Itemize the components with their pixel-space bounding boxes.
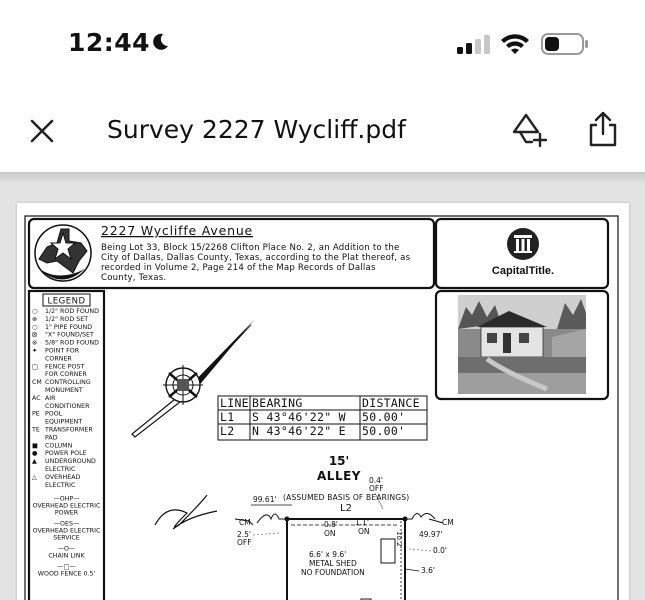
- svg-text:OFF: OFF: [369, 484, 384, 493]
- legend-symbol: ○: [32, 323, 38, 331]
- legend-symbol: □: [32, 363, 38, 371]
- legend-items: [31, 308, 101, 578]
- moon-icon: [150, 32, 170, 52]
- legend-line-label: OVERHEAD ELECTRIC: [32, 502, 101, 510]
- legend-symbol: △: [32, 473, 37, 481]
- svg-text:49.97': 49.97': [419, 530, 443, 539]
- svg-text:METAL SHED: METAL SHED: [309, 559, 357, 568]
- legend-line-code: —OES—: [53, 520, 80, 528]
- survey-drawing: [17, 203, 629, 600]
- svg-text:City of Dallas, Dallas County,: City of Dallas, Dallas County, Texas, according to the Plat thereof, as: [101, 253, 411, 263]
- legend-line-label: CHAIN LINK: [48, 552, 85, 560]
- add-people-icon[interactable]: [512, 112, 550, 148]
- svg-text:NO FOUNDATION: NO FOUNDATION: [301, 568, 365, 577]
- legend-line-label: SERVICE: [53, 534, 80, 542]
- svg-text:CM: CM: [239, 518, 251, 527]
- legend-item-label: UNDERGROUND: [45, 458, 96, 466]
- legend-item-label: POOL: [45, 410, 63, 418]
- share-icon[interactable]: [586, 110, 620, 148]
- battery-icon: [541, 33, 589, 55]
- svg-text:recorded in Volume 2, Page 214: recorded in Volume 2, Page 214 of the Map Records of Dallas: [101, 263, 376, 273]
- legend-symbol: ✦: [32, 347, 38, 355]
- pdf-page[interactable]: [17, 203, 629, 600]
- table-header-bearing: BEARING: [252, 396, 303, 410]
- svg-text:99.61': 99.61': [253, 495, 277, 504]
- svg-text:(ASSUMED BASIS OF BEARINGS): (ASSUMED BASIS OF BEARINGS): [283, 493, 410, 502]
- svg-text:CM: CM: [442, 518, 454, 527]
- table-header-distance: DISTANCE: [362, 396, 420, 410]
- svg-text:L2: L2: [340, 503, 352, 514]
- legend-line-code: —O—: [57, 545, 76, 553]
- svg-text:6.6' x 9.6': 6.6' x 9.6': [309, 550, 347, 559]
- alley-label: ALLEY: [317, 469, 361, 483]
- legend-item-label: TRANSFORMER: [45, 426, 93, 434]
- legend-symbol: ⊗: [32, 315, 38, 323]
- legend-item-label: MONUMENT: [45, 387, 83, 394]
- legend-line-code: —OHP—: [53, 495, 80, 503]
- legal-description: [101, 243, 411, 283]
- status-bar: [0, 0, 645, 90]
- cellular-signal-icon: [456, 34, 492, 54]
- legend-item-label: CONDITIONER: [45, 402, 90, 410]
- legend-item-label: POINT FOR: [45, 347, 80, 355]
- legend-symbol: ●: [32, 450, 38, 458]
- legend-item-label: ELECTRIC: [45, 466, 76, 473]
- plat-drawing: [235, 454, 454, 600]
- legend-item-label: 1/2" ROD FOUND: [45, 308, 99, 315]
- capital-title-logo-text: CapitalTitle.: [491, 265, 555, 277]
- svg-text:0.0': 0.0': [433, 546, 447, 555]
- legend-item-label: 1" PIPE FOUND: [45, 323, 93, 331]
- table-cell-distance-2: 50.00': [362, 424, 406, 438]
- document-viewer[interactable]: [0, 172, 645, 600]
- legend-symbol: ⊠: [32, 331, 38, 339]
- legend-line-label: POWER: [54, 509, 79, 517]
- legend-symbol: TE: [32, 426, 40, 434]
- table-cell-bearing-1: S 43°46'22" W: [252, 410, 346, 424]
- legend-item-label: EQUIPMENT: [45, 418, 83, 426]
- legend-item-label: POWER POLE: [45, 450, 87, 458]
- toolbar-shadow: [0, 172, 645, 184]
- svg-text:County, Texas.: County, Texas.: [101, 273, 167, 283]
- table-cell-line-1: L1: [220, 410, 235, 424]
- alley-width: 15': [328, 454, 350, 468]
- svg-text:ON: ON: [324, 529, 336, 538]
- legend-item-label: FOR CORNER: [45, 371, 87, 379]
- legend-item-label: 5/8" ROD FOUND: [45, 339, 99, 347]
- legend-line-label: WOOD FENCE 0.5': [37, 570, 96, 578]
- legend-item-label: PAD: [45, 434, 58, 442]
- legend-item-label: COLUMN: [45, 442, 73, 450]
- legend-symbol: ○: [32, 308, 38, 315]
- document-title: Survey 2227 Wycliff.pdf: [107, 115, 406, 144]
- svg-text:10.2': 10.2': [395, 531, 403, 549]
- legend-line-code: —□—: [57, 563, 76, 571]
- close-icon[interactable]: [28, 117, 56, 145]
- status-time: 12:44: [68, 28, 151, 57]
- table-cell-bearing-2: N 43°46'22" E: [252, 424, 346, 438]
- legend-item-label: "X" FOUND/SET: [45, 331, 94, 339]
- signature-scribble: [155, 495, 217, 529]
- legend-item-label: CONTROLLING: [45, 379, 91, 387]
- table-cell-distance-1: 50.00': [362, 410, 406, 424]
- house-photo: [458, 295, 586, 394]
- svg-text:ON: ON: [358, 527, 370, 536]
- legend-item-label: 1/2" ROD SET: [45, 315, 89, 323]
- legend-symbol: ■: [32, 442, 38, 450]
- survey-heading: 2227 Wycliffe Avenue: [101, 223, 254, 238]
- svg-text:0.4': 0.4': [369, 476, 383, 485]
- legend-item-label: AIR: [45, 394, 56, 402]
- capital-title-logo-icon: [507, 228, 539, 260]
- svg-text:1.1': 1.1': [355, 518, 369, 527]
- legend-symbol: ▲: [32, 458, 37, 466]
- legend-symbol: CM: [32, 379, 42, 387]
- svg-text:0.8': 0.8': [324, 520, 338, 529]
- svg-text:3.6': 3.6': [421, 566, 435, 575]
- legend-item-label: CORNER: [45, 355, 72, 363]
- viewer-toolbar: [0, 90, 645, 172]
- svg-text:Being Lot 33, Block 15/2268 Cl: Being Lot 33, Block 15/2268 Clifton Place No. 2, an Addition to the: [101, 243, 400, 253]
- legend-item-label: ELECTRIC: [45, 481, 76, 489]
- legend-item-label: FENCE POST: [45, 363, 85, 371]
- legend-symbol: AC: [32, 394, 41, 402]
- wifi-icon: [500, 32, 530, 54]
- table-cell-line-2: L2: [220, 424, 235, 438]
- legend-line-label: OVERHEAD ELECTRIC: [32, 527, 101, 535]
- table-header-line: LINE: [220, 396, 249, 410]
- legend-symbol: PE: [32, 410, 40, 418]
- texas-logo: [35, 225, 91, 281]
- svg-text:2.5': 2.5': [237, 530, 251, 539]
- svg-text:OFF: OFF: [237, 538, 252, 547]
- legend-item-label: OVERHEAD: [45, 473, 81, 481]
- legend-symbol: ⊗: [32, 339, 38, 347]
- legend-title: LEGEND: [47, 296, 86, 307]
